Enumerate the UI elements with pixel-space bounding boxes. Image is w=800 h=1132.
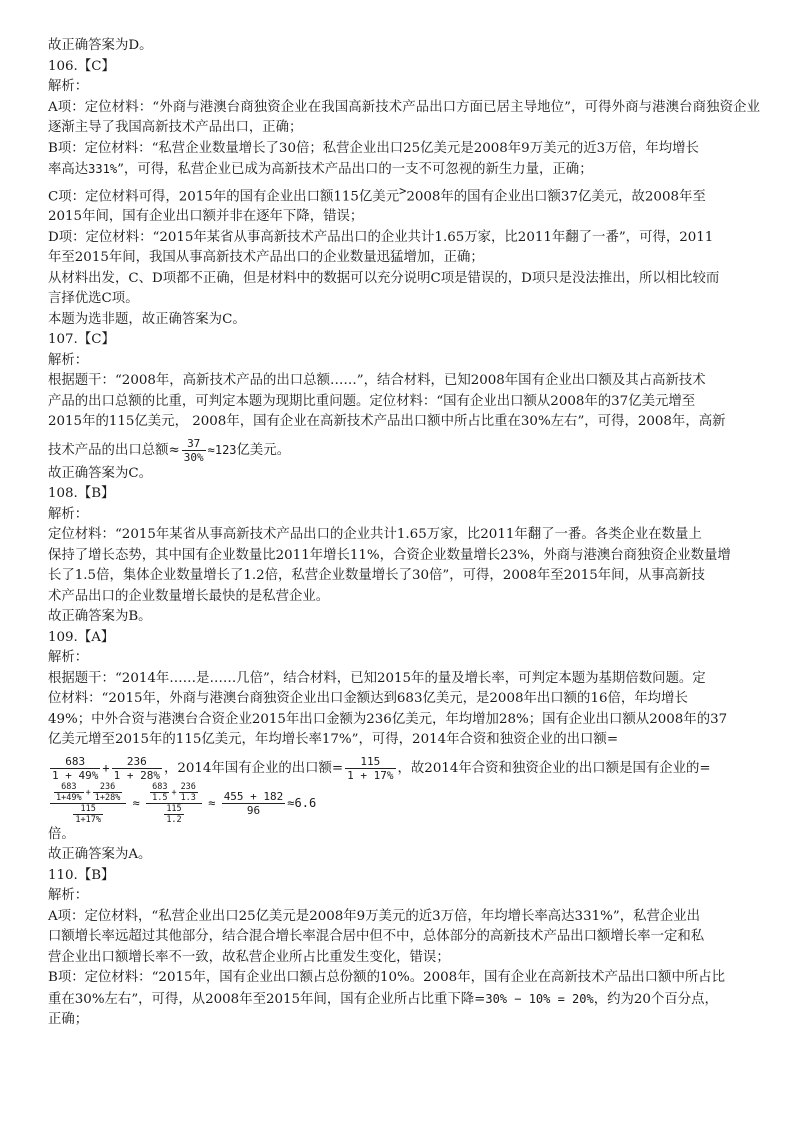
formula-result: 123 (214, 442, 237, 457)
text-segment: ，故2014年合资和独资企业的出口额是国有企业的= (397, 760, 711, 776)
analysis-label: 解析： (48, 79, 89, 94)
sub-fraction: $\frac{236}{1+28\%}$ (94, 781, 121, 803)
fraction-683: $\frac{683}{1 + 49\%}$ (52, 754, 99, 782)
plus-symbol: + (102, 760, 110, 775)
analysis-text: 根据题干：“2014年……是……几倍”，结合材料，已知2015年的量及增长率，可判定本题为基期倍数问题。定 (48, 670, 706, 686)
text-segment: 技术产品的出口总额≈ (48, 442, 180, 458)
approx-symbol: ≈ (287, 795, 295, 810)
analysis-text: 亿美元增至2015年的115亿美元，年均增长率17%”，可得，2014年合资和独资企业的出口额= (48, 732, 619, 748)
option-b-analysis-line1: B项：定位材料：“2015年，国有企业出口额占总份额的10%。2008年，国有企业在高新技术产品出口额中所占比 (48, 970, 726, 986)
sub-fraction: $\frac{115}{1.2}$ (166, 803, 182, 825)
analysis-text: 长了1.5倍，集体企业数量增长了1.2倍，私营企业数量增长了30倍”，可得，2008年至2015年间，从事高新技 (48, 568, 705, 584)
question-number-107: 107.【C】 (48, 332, 115, 348)
option-a-analysis-line3: 营企业出口额增长率不一致，故私营企业所占比重发生变化，错误； (48, 949, 450, 965)
option-b-analysis-line2 (48, 989, 760, 1011)
analysis-label: 解析： (48, 506, 89, 522)
compound-fraction-1: $\frac{683}{1+49\%}$ + $\frac{236}{1+28\%}$ $\frac{115}{1+17\%}$ (50, 782, 126, 825)
option-c-analysis-line2: 2015年间，国有企业出口额并非在逐年下降，错误； (48, 209, 364, 225)
fraction-115: $\frac{115}{1 + 17\%}$ (347, 754, 394, 782)
analysis-text: 定位材料：“2015年某省从事高新技术产品出口的企业共计1.65万家，比2011年翻了一番。各类企业在数量上 (48, 527, 702, 543)
sub-fraction: $\frac{683}{1.5}$ (152, 781, 168, 803)
question-number-108: 108.【B】 (48, 486, 115, 502)
analysis-label: 解析： (48, 650, 89, 666)
formula-line-109a (48, 755, 760, 782)
option-b-analysis-line2 (48, 159, 760, 181)
text-segment: ，2014年国有企业的出口额= (163, 760, 344, 776)
option-c-analysis-line1 (48, 181, 760, 208)
conclusion-line1: 从材料出发，C、D项都不正确，但是材料中的数据可以充分说明C项是错误的，D项只是没法推出，所以相比较而 (48, 270, 720, 286)
formula-331-percent: 331% (88, 162, 118, 176)
text-segment: 亿美元。 (236, 442, 291, 458)
approx-symbol: ≈ (207, 442, 215, 457)
option-a-analysis: A项：定位材料：“外商与港澳台商独资企业在我国高新技术产品出口方面已居主导地位”，可得外商与港澳台商独资企业逐渐主导了我国高新技术产品出口，正确； (48, 99, 760, 135)
text-segment: ”，可得，私营企业已成为高新技术产品出口的一支不可忽视的新生力量，正确； (117, 162, 593, 177)
fraction-637-over-96: $\frac{455 + 182}{96}$ (223, 789, 284, 817)
option-b-analysis-line3: 正确； (48, 1012, 89, 1028)
approx-symbol: ≈ (132, 795, 140, 810)
question-number-109: 109.【A】 (48, 629, 115, 645)
analysis-label: 解析： (48, 352, 89, 368)
fraction-37-over-30pct: $\frac{37}{30\%}$ (183, 436, 204, 464)
text-segment: ，约为20个百分点， (593, 991, 718, 1007)
conclusion-line2: 言择优选C项。 (48, 291, 139, 307)
greater-than-symbol: > (399, 183, 407, 198)
option-d-analysis-line1: D项：定位材料：“2015年某省从事高新技术产品出口的企业共计1.65万家，比2011年翻了一番”，可得，2011 (48, 229, 714, 245)
formula-result: 6.6 (294, 795, 317, 810)
text-segment: 率高达 (48, 162, 89, 177)
option-a-analysis-line2: 口额增长率远超过其他部分，结合混合增长率混合居中但不中，总体部分的高新技术产品出口额增长率一定和私 (48, 929, 705, 945)
text-segment: 重在30%左右”，可得，从2008年至2015年间，国有企业所占比重下降= (48, 991, 486, 1007)
sub-fraction: $\frac{236}{1.3}$ (180, 781, 196, 803)
formula-percentage-difference: 30% − 10% = 20% (485, 991, 594, 1006)
compound-fraction-2: $\frac{683}{1.5}$ + $\frac{236}{1.3}$ $\frac{115}{1.2}$ (146, 782, 202, 825)
question-number-110: 110.【B】 (48, 867, 115, 883)
analysis-text: 位材料：“2015年，外商与港澳台商独资企业出口金额达到683亿美元，是2008年出口额的16倍，年均增长 (48, 691, 688, 707)
formula-line-109b (48, 782, 760, 825)
sub-fraction: $\frac{115}{1+17\%}$ (75, 803, 101, 825)
analysis-label: 解析： (48, 888, 89, 904)
analysis-text: 术产品出口的企业数量增长最快的是私营企业。 (48, 588, 330, 604)
formula-unit: 倍。 (48, 826, 75, 842)
option-b-analysis-line1: B项：定位材料：“私营企业数量增长了30倍；私营企业出口25亿美元是2008年9万美元的近3万倍，年均增长 (48, 140, 699, 156)
approx-symbol: ≈ (208, 795, 216, 810)
answer-line: 本题为选非题，故正确答案为C。 (48, 311, 246, 327)
analysis-text: 产品的出口总额的比重，可判定本题为现期比重问题。定位材料：“国有企业出口额从2008年的37亿美元增至 (48, 393, 696, 409)
analysis-text: 根据题干：“2008年，高新技术产品的出口总额……”，结合材料，已知2008年国有企业出口额及其占高新技术 (48, 373, 706, 389)
answer-line: 故正确答案为B。 (48, 609, 152, 625)
answer-line: 故正确答案为C。 (48, 465, 152, 481)
text-segment: C项：定位材料可得，2015年的国有企业出口额115亿美元 (48, 188, 400, 204)
sub-fraction: $\frac{683}{1+49\%}$ (56, 781, 82, 803)
formula-line-107 (48, 437, 760, 464)
answer-explanations-page (48, 36, 760, 1031)
analysis-text: 2015年的115亿美元， 2008年，国有企业在高新技术产品出口额中所占比重在30%左右”，可得，2008年，高新 (48, 414, 726, 430)
analysis-text: 49%；中外合资与港澳台合资企业2015年出口金额为236亿美元，年均增加28%；国有企业出口额从2008年的37 (48, 711, 728, 727)
option-d-analysis-line2: 年至2015年间，我国从事高新技术产品出口的企业数量迅猛增加，正确； (48, 250, 484, 266)
analysis-text: 保持了增长态势，其中国有企业数量比2011年增长11%，合资企业数量增长23%，外商与港澳台商独资企业数量增 (48, 547, 731, 563)
fraction-236: $\frac{236}{1 + 28\%}$ (113, 754, 160, 782)
option-a-analysis-line1: A项：定位材料，“私营企业出口25亿美元是2008年9万美元的近3万倍，年均增长率高达331%”，私营企业出 (48, 908, 701, 924)
answer-line: 故正确答案为A。 (48, 847, 152, 863)
question-number-106: 106.【C】 (48, 58, 115, 74)
text-segment: 2008年的国有企业出口额37亿美元，故2008年至 (406, 188, 706, 204)
answer-line: 故正确答案为D。 (48, 38, 153, 53)
